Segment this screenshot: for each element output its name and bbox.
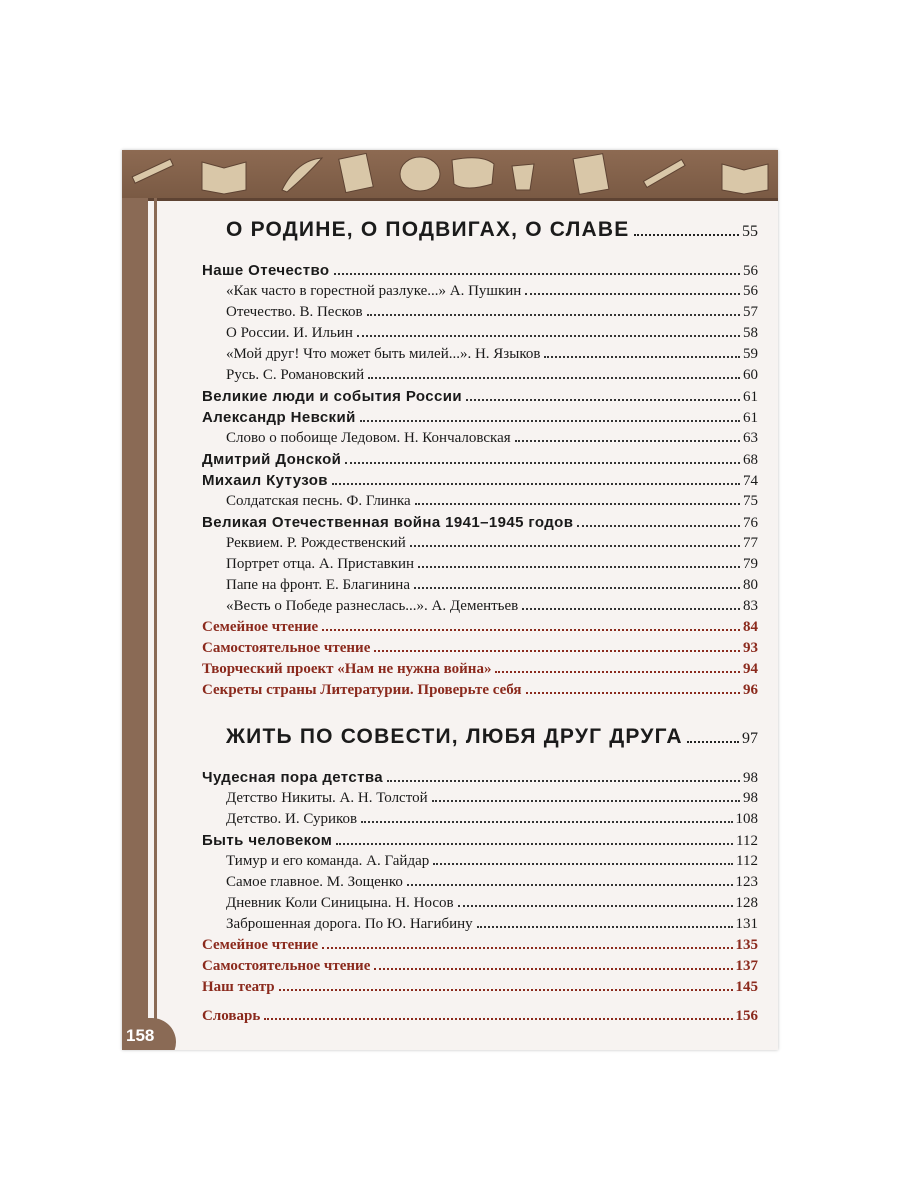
toc-item — [202, 916, 758, 937]
toc-item — [202, 853, 758, 874]
toc-item — [202, 535, 758, 556]
table-of-contents — [202, 218, 758, 1029]
dot-leader — [334, 273, 741, 275]
globe-icon — [400, 157, 440, 191]
pencil-icon — [132, 159, 173, 183]
toc-entry-title: Творческий проект «Нам не нужна война» — [202, 661, 492, 677]
toc-entry-page: 55 — [742, 223, 758, 240]
toc-entry-page: 56 — [743, 283, 758, 299]
toc-entry-page: 84 — [743, 619, 758, 635]
toc-entry-page: 61 — [743, 410, 758, 426]
toc-special-entry — [202, 682, 758, 703]
cup-icon — [512, 164, 534, 190]
dot-leader — [577, 525, 740, 527]
toc-entry-page: 94 — [743, 661, 758, 677]
toc-entry-page: 131 — [735, 916, 758, 932]
dot-leader — [279, 989, 733, 991]
dot-leader — [361, 821, 732, 823]
dot-leader — [345, 462, 740, 464]
toc-entry-title: Семейное чтение — [202, 937, 319, 953]
toc-entry-page: 75 — [743, 493, 758, 509]
toc-item — [202, 304, 758, 325]
section-heading — [202, 725, 758, 761]
toc-entry-page: 59 — [743, 346, 758, 362]
toc-entry-title: Дмитрий Донской — [202, 451, 342, 468]
left-margin-line — [154, 198, 157, 1050]
toc-special-entry — [202, 640, 758, 661]
dot-leader — [415, 503, 740, 505]
toc-entry-title: Великая Отечественная война 1941–1945 годов — [202, 514, 574, 531]
toc-entry-page: 98 — [743, 790, 758, 806]
toc-entry-page: 135 — [735, 937, 758, 953]
book-icon — [722, 164, 768, 194]
dot-leader — [374, 650, 740, 652]
toc-chapter — [202, 409, 758, 430]
dot-leader — [522, 608, 740, 610]
toc-entry-page: 60 — [743, 367, 758, 383]
toc-entry-title: Слово о побоище Ледовом. Н. Кончаловская — [226, 430, 511, 446]
pencil-icon — [643, 159, 685, 187]
toc-entry-title: Самостоятельное чтение — [202, 958, 371, 974]
toc-item — [202, 430, 758, 451]
toc-entry-title: «Как часто в горестной разлуке...» А. Пушкин — [226, 283, 522, 299]
dot-leader — [336, 843, 733, 845]
dot-leader — [407, 884, 733, 886]
toc-entry-title: «Мой друг! Что может быть милей...». Н. Языков — [226, 346, 541, 362]
dot-leader — [387, 780, 740, 782]
decorative-banner — [122, 150, 778, 201]
toc-item — [202, 811, 758, 832]
toc-special-entry — [202, 958, 758, 979]
toc-entry-page: 128 — [735, 895, 758, 911]
toc-entry-title: Быть человеком — [202, 832, 333, 849]
toc-item — [202, 493, 758, 514]
toc-entry-title: О РОДИНЕ, О ПОДВИГАХ, О СЛАВЕ — [226, 218, 630, 241]
toc-chapter — [202, 472, 758, 493]
toc-item — [202, 577, 758, 598]
dot-leader — [687, 741, 739, 743]
toc-entry-page: 77 — [743, 535, 758, 551]
quill-icon — [282, 158, 322, 192]
toc-entry-page: 79 — [743, 556, 758, 572]
dot-leader — [515, 440, 740, 442]
toc-entry-title: Детство Никиты. А. Н. Толстой — [226, 790, 428, 806]
toc-item — [202, 325, 758, 346]
toc-entry-title: Отечество. В. Песков — [226, 304, 363, 320]
dot-leader — [495, 671, 740, 673]
toc-entry-page: 63 — [743, 430, 758, 446]
toc-entry-title: Детство. И. Суриков — [226, 811, 358, 827]
toc-entry-title: О России. И. Ильин — [226, 325, 353, 341]
dot-leader — [374, 968, 732, 970]
toc-entry-page: 68 — [743, 452, 758, 468]
dot-leader — [322, 947, 732, 949]
toc-entry-page: 112 — [736, 853, 758, 869]
toc-chapter — [202, 262, 758, 283]
toc-entry-page: 57 — [743, 304, 758, 320]
toc-entry-page: 96 — [743, 682, 758, 698]
toc-special-entry — [202, 979, 758, 1000]
toc-entry-page: 61 — [743, 389, 758, 405]
toc-entry-title: «Весть о Победе разнеслась...». А. Дементьев — [226, 598, 519, 614]
toc-entry-title: Чудесная пора детства — [202, 769, 384, 786]
toc-special-entry — [202, 661, 758, 682]
letter-block-icon — [573, 154, 609, 195]
section-heading — [202, 218, 758, 254]
toc-item — [202, 895, 758, 916]
dot-leader — [322, 629, 740, 631]
toc-entry-title: Наш театр — [202, 979, 275, 995]
book-page — [122, 150, 778, 1050]
toc-entry-title: Словарь — [202, 1008, 261, 1024]
toc-entry-title: Секреты страны Литературии. Проверьте себя — [202, 682, 522, 698]
dot-leader — [414, 587, 740, 589]
toc-entry-title: ЖИТЬ ПО СОВЕСТИ, ЛЮБЯ ДРУГ ДРУГА — [226, 725, 683, 748]
toc-entry-title: Наше Отечество — [202, 262, 330, 279]
toc-entry-title: Тимур и его команда. А. Гайдар — [226, 853, 430, 869]
toc-chapter — [202, 388, 758, 409]
toc-item — [202, 556, 758, 577]
page-number-tab — [122, 1018, 176, 1050]
toc-entry-title: Заброшенная дорога. По Ю. Нагибину — [226, 916, 473, 932]
toc-entry-title: Дневник Коли Синицына. Н. Носов — [226, 895, 454, 911]
dot-leader — [433, 863, 733, 865]
toc-entry-page: 97 — [742, 730, 758, 747]
toc-entry-page: 123 — [735, 874, 758, 890]
toc-entry-title: Солдатская песнь. Ф. Глинка — [226, 493, 411, 509]
banner-icons — [122, 150, 778, 198]
dot-leader — [458, 905, 733, 907]
toc-entry-title: Александр Невский — [202, 409, 356, 426]
toc-entry-page: 112 — [736, 833, 758, 849]
toc-chapter — [202, 769, 758, 790]
toc-entry-title: Реквием. Р. Рождественский — [226, 535, 406, 551]
scroll-icon — [452, 158, 494, 188]
dot-leader — [332, 483, 740, 485]
dot-leader — [525, 293, 740, 295]
toc-item — [202, 874, 758, 895]
toc-entry-page: 98 — [743, 770, 758, 786]
toc-entry-page: 83 — [743, 598, 758, 614]
dot-leader — [367, 314, 740, 316]
toc-entry-page: 76 — [743, 515, 758, 531]
dot-leader — [466, 399, 740, 401]
dot-leader — [432, 800, 740, 802]
toc-entry-page: 137 — [735, 958, 758, 974]
toc-glossary — [202, 1008, 758, 1029]
book-icon — [202, 162, 246, 194]
dot-leader — [360, 420, 740, 422]
letter-block-icon — [339, 153, 373, 192]
toc-item — [202, 346, 758, 367]
toc-entry-page: 108 — [735, 811, 758, 827]
toc-entry-page: 93 — [743, 640, 758, 656]
toc-entry-title: Самое главное. М. Зощенко — [226, 874, 403, 890]
toc-item — [202, 367, 758, 388]
dot-leader — [368, 377, 740, 379]
dot-leader — [477, 926, 733, 928]
toc-entry-page: 74 — [743, 473, 758, 489]
toc-entry-page: 156 — [735, 1008, 758, 1024]
toc-chapter — [202, 514, 758, 535]
toc-entry-title: Великие люди и события России — [202, 388, 462, 405]
dot-leader — [357, 335, 740, 337]
toc-entry-title: Русь. С. Романовский — [226, 367, 365, 383]
toc-entry-title: Портрет отца. А. Приставкин — [226, 556, 415, 572]
dot-leader — [526, 692, 740, 694]
toc-item — [202, 790, 758, 811]
toc-entry-page: 80 — [743, 577, 758, 593]
toc-entry-title: Михаил Кутузов — [202, 472, 328, 489]
toc-entry-title: Семейное чтение — [202, 619, 319, 635]
toc-chapter — [202, 832, 758, 853]
toc-entry-page: 58 — [743, 325, 758, 341]
page-number: 158 — [126, 1026, 155, 1045]
dot-leader — [634, 234, 740, 236]
toc-entry-page: 145 — [735, 979, 758, 995]
toc-item — [202, 283, 758, 304]
left-margin-bar — [122, 198, 148, 1050]
toc-entry-title: Самостоятельное чтение — [202, 640, 371, 656]
dot-leader — [418, 566, 740, 568]
toc-special-entry — [202, 619, 758, 640]
toc-item — [202, 598, 758, 619]
toc-entry-page: 56 — [743, 263, 758, 279]
toc-special-entry — [202, 937, 758, 958]
dot-leader — [410, 545, 740, 547]
dot-leader — [544, 356, 740, 358]
dot-leader — [264, 1018, 732, 1020]
toc-chapter — [202, 451, 758, 472]
toc-entry-title: Папе на фронт. Е. Благинина — [226, 577, 410, 593]
